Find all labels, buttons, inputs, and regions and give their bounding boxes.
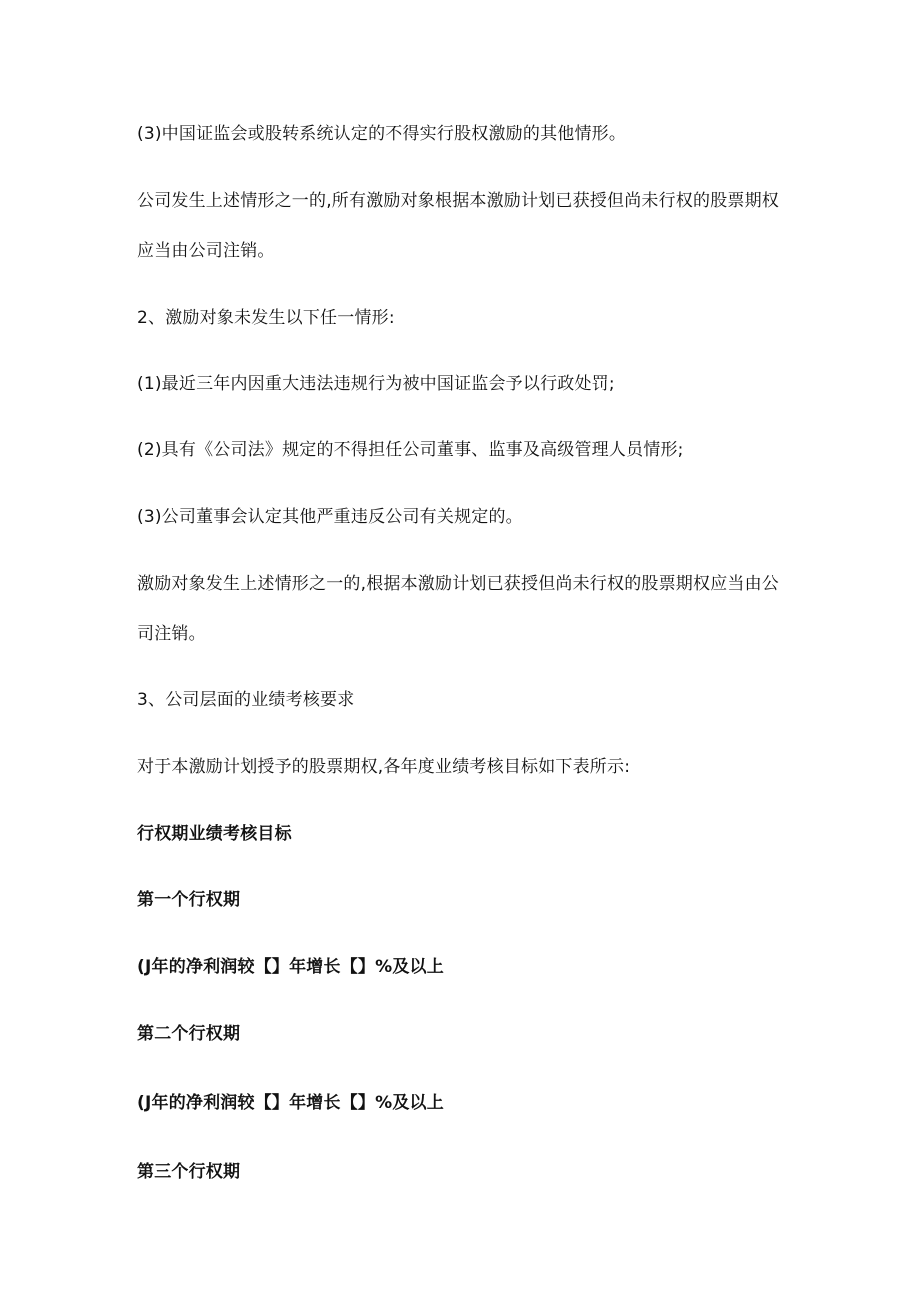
paragraph-clause-2: (2)具有《公司法》规定的不得担任公司董事、监事及高级管理人员情形; xyxy=(137,440,684,460)
paragraph-clause-1: (1)最近三年内因重大违法违规行为被中国证监会予以行政处罚; xyxy=(137,374,615,394)
table-row-period-1: 第一个行权期 xyxy=(137,890,241,910)
heading-section-2: 2、激励对象未发生以下任一情形: xyxy=(137,308,395,328)
table-row-period-3: 第三个行权期 xyxy=(137,1162,241,1182)
heading-section-3: 3、公司层面的业绩考核要求 xyxy=(137,690,355,710)
paragraph-company-cancel-line2: 应当由公司注销。 xyxy=(137,241,275,261)
table-row-period-2: 第二个行权期 xyxy=(137,1024,241,1044)
table-row-target-1: (J年的净利润较【】年增长【】%及以上 xyxy=(137,957,444,977)
paragraph-clause-3-board: (3)公司董事会认定其他严重违反公司有关规定的。 xyxy=(137,507,523,527)
paragraph-incentive-cancel-line2: 司注销。 xyxy=(137,624,206,644)
paragraph-incentive-cancel-line1: 激励对象发生上述情形之一的,根据本激励计划已获授但尚未行权的股票期权应当由公 xyxy=(137,574,780,594)
paragraph-table-intro: 对于本激励计划授予的股票期权,各年度业绩考核目标如下表所示: xyxy=(137,757,631,777)
paragraph-company-cancel-line1: 公司发生上述情形之一的,所有激励对象根据本激励计划已获授但尚未行权的股票期权 xyxy=(137,191,780,211)
table-row-target-2: (J年的净利润较【】年增长【】%及以上 xyxy=(137,1093,444,1113)
paragraph-clause-3-csrc: (3)中国证监会或股转系统认定的不得实行股权激励的其他情形。 xyxy=(137,124,627,144)
table-header: 行权期业绩考核目标 xyxy=(137,824,292,844)
